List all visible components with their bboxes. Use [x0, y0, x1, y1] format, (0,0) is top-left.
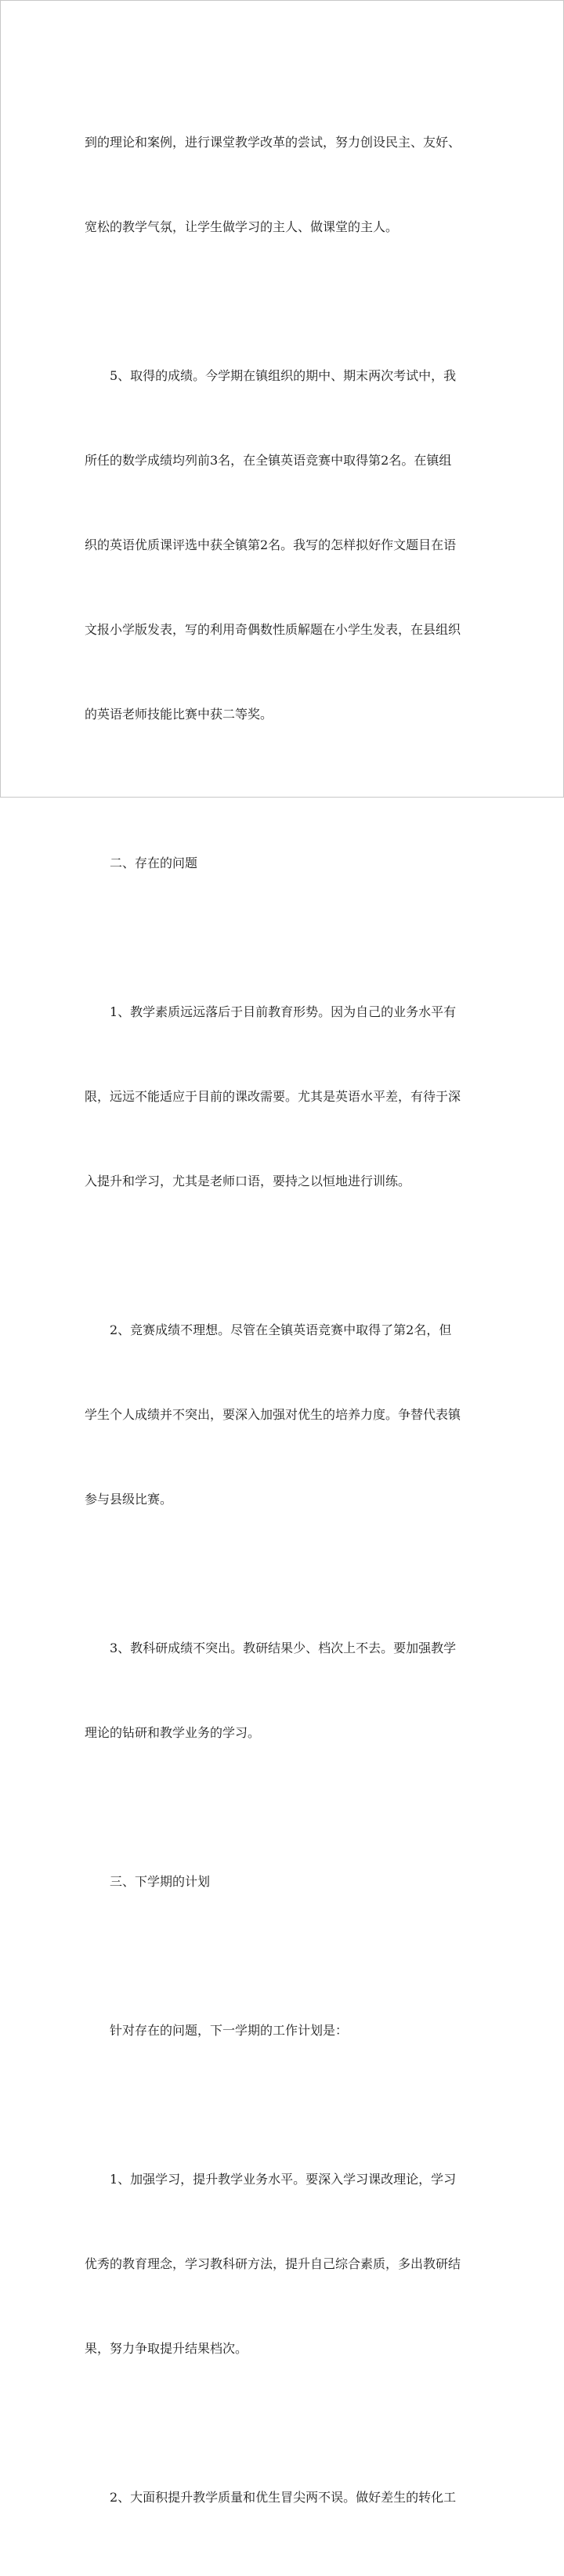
text-line: 限，远远不能适应于目前的课改需要。尤其是英语水平差，有待于深 [85, 1089, 461, 1104]
paragraph [85, 1260, 480, 1570]
paragraph [85, 72, 480, 298]
text-line: 3、教科研成绩不突出。教研结果少、档次上不去。要加强教学 [85, 1641, 457, 1655]
paragraph [85, 1960, 480, 2101]
text-line: 织的英语优质课评选中获全镇第2名。我写的怎样拟好作文题目在语 [85, 537, 457, 552]
text-line: 二、存在的问题 [85, 856, 198, 870]
text-line: 的英语老师技能比赛中获二等奖。 [85, 707, 273, 722]
paragraph [85, 2109, 480, 2419]
section-heading [85, 1811, 480, 1952]
text-line: 1、加强学习，提升教学业务水平。要深入学习课改理论，学习 [85, 2172, 457, 2187]
text-line: 文报小学版发表，写的利用奇偶数性质解题在小学生发表，在县组织 [85, 622, 461, 637]
document-body [85, 72, 480, 2576]
text-line: 学生个人成绩并不突出，要深入加强对优生的培养力度。争替代表镇 [85, 1407, 461, 1422]
text-line: 5、取得的成绩。今学期在镇组织的期中、期末两次考试中，我 [85, 368, 457, 383]
paragraph [85, 306, 480, 785]
text-line: 参与县级比赛。 [85, 1492, 173, 1507]
text-line: 2、大面积提升教学质量和优生冒尖两不误。做好差生的转化工 [85, 2490, 457, 2505]
paragraph [85, 2427, 480, 2568]
text-line: 果，努力争取提升结果档次。 [85, 2341, 248, 2356]
text-line: 2、竞赛成绩不理想。尽管在全镇英语竞赛中取得了第2名，但 [85, 1322, 452, 1337]
text-line: 三、下学期的计划 [85, 1874, 211, 1889]
text-line: 针对存在的问题，下一学期的工作计划是： [85, 2023, 349, 2038]
section-heading [85, 793, 480, 934]
paragraph [85, 942, 480, 1252]
text-line: 优秀的教育理念，学习教科研方法，提升自己综合素质，多出教研结 [85, 2256, 461, 2271]
text-line: 入提升和学习，尤其是老师口语，要持之以恒地进行训练。 [85, 1174, 411, 1189]
paragraph [85, 1578, 480, 1804]
text-line: 理论的钻研和教学业务的学习。 [85, 1725, 261, 1740]
text-line: 到的理论和案例，进行课堂教学改革的尝试，努力创设民主、友好、 [85, 135, 461, 150]
text-line: 所任的数学成绩均列前3名，在全镇英语竞赛中取得第2名。在镇组 [85, 453, 452, 468]
text-line: 1、教学素质远远落后于目前教育形势。因为自己的业务水平有 [85, 1004, 457, 1019]
text-line: 宽松的教学气氛，让学生做学习的主人、做课堂的主人。 [85, 219, 399, 234]
